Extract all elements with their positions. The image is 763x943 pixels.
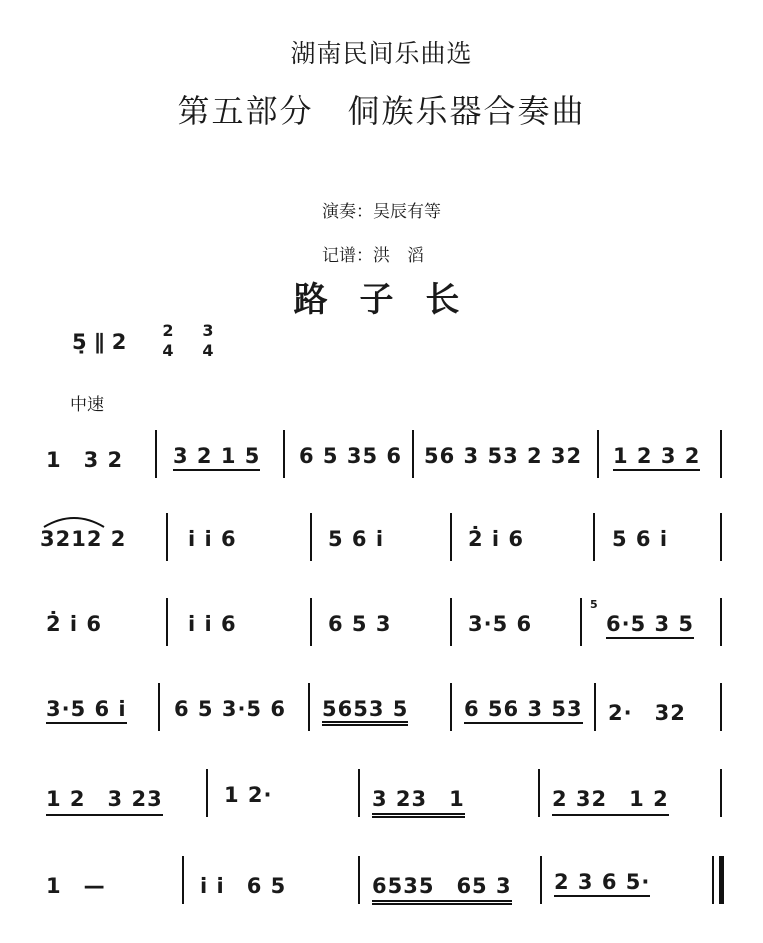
measure: 1 3 2: [46, 448, 124, 472]
score-line-5: [40, 783, 730, 843]
collection-title: 湖南民间乐曲选: [290, 39, 473, 68]
section-title: 第五部分 侗族乐器合奏曲: [177, 92, 586, 130]
measure: 1 2 3 2: [613, 444, 700, 471]
final-bar-line-thin: [712, 856, 714, 904]
bar-line: [310, 598, 312, 646]
score-line-1: [40, 444, 730, 504]
measure: 2 3 6 5·: [554, 870, 650, 897]
bar-line: [358, 769, 360, 817]
bar-line: [310, 513, 312, 561]
bar-line: [720, 513, 722, 561]
bar-line: [166, 513, 168, 561]
score-line-2: [40, 527, 730, 587]
measure: i̇ i̇ 6 5: [200, 874, 287, 898]
bar-line: [540, 856, 542, 904]
measure: 3 2 1 5: [173, 444, 260, 471]
time-numerator: 3: [202, 321, 214, 340]
bar-line: [358, 856, 360, 904]
measure: 3·5 6: [468, 612, 533, 636]
bar-line: [450, 513, 452, 561]
measure: 6 5 35 6: [299, 444, 402, 468]
bar-line: [283, 430, 285, 478]
measure: 6535 65 3: [372, 870, 512, 905]
key-signature: 5̣ ∥ 2: [72, 330, 127, 354]
measure: 2· 32: [608, 701, 686, 725]
bar-line: [580, 598, 582, 646]
measure: 56 3 53 2 32: [424, 444, 583, 468]
bar-line: [594, 683, 596, 731]
measure: 5 6 i̇: [612, 527, 669, 551]
bar-line: [166, 598, 168, 646]
measure: 1 2 3 23: [46, 783, 163, 816]
measure: 3 23 1: [372, 783, 465, 818]
measure: 2̇ i̇ 6: [468, 527, 525, 551]
piece-title: 路 子 长: [293, 280, 470, 320]
bar-line: [155, 430, 157, 478]
bar-line: [308, 683, 310, 731]
bar-line: [450, 683, 452, 731]
measure: 6 5 3·5 6: [174, 697, 286, 721]
bar-line: [720, 769, 722, 817]
time-denominator: 4: [162, 341, 174, 360]
measure: i̇ i̇ 6: [188, 527, 237, 551]
measure: 2 32 1 2: [552, 783, 669, 816]
measure: 2̇ i̇ 6: [46, 612, 103, 636]
time-denominator: 4: [202, 341, 214, 360]
time-numerator: 2: [162, 321, 174, 340]
bar-line: [412, 430, 414, 478]
score-line-3: [40, 598, 730, 672]
measure: 1 —: [46, 874, 106, 898]
score-line-4: [40, 697, 730, 757]
measure: i̇ i̇ 6: [188, 612, 237, 636]
bar-line: [538, 769, 540, 817]
performer-credit: 演奏：吴辰有等: [322, 202, 441, 222]
grace-note: 5: [590, 598, 599, 611]
measure: 1 2·: [224, 783, 273, 807]
measure: 6·5 3 5: [606, 612, 694, 639]
measure: 5653 5: [322, 697, 408, 726]
bar-line: [720, 430, 722, 478]
transcriber-credit: 记谱：洪 滔: [322, 246, 424, 266]
bar-line: [450, 598, 452, 646]
measure: 6 56 3 53: [464, 697, 583, 724]
score-line-6: [40, 870, 730, 930]
measure: 3·5 6 i̇: [46, 697, 127, 724]
bar-line: [720, 598, 722, 646]
bar-line: [593, 513, 595, 561]
measure: 3212 2: [40, 527, 127, 551]
bar-line: [158, 683, 160, 731]
bar-line: [597, 430, 599, 478]
measure: 5 6 i̇: [328, 527, 385, 551]
final-bar-line-thick: [719, 856, 724, 904]
measure: 6 5 3: [328, 612, 392, 636]
bar-line: [182, 856, 184, 904]
bar-line: [720, 683, 722, 731]
bar-line: [206, 769, 208, 817]
tempo-marking: 中速: [70, 395, 104, 415]
